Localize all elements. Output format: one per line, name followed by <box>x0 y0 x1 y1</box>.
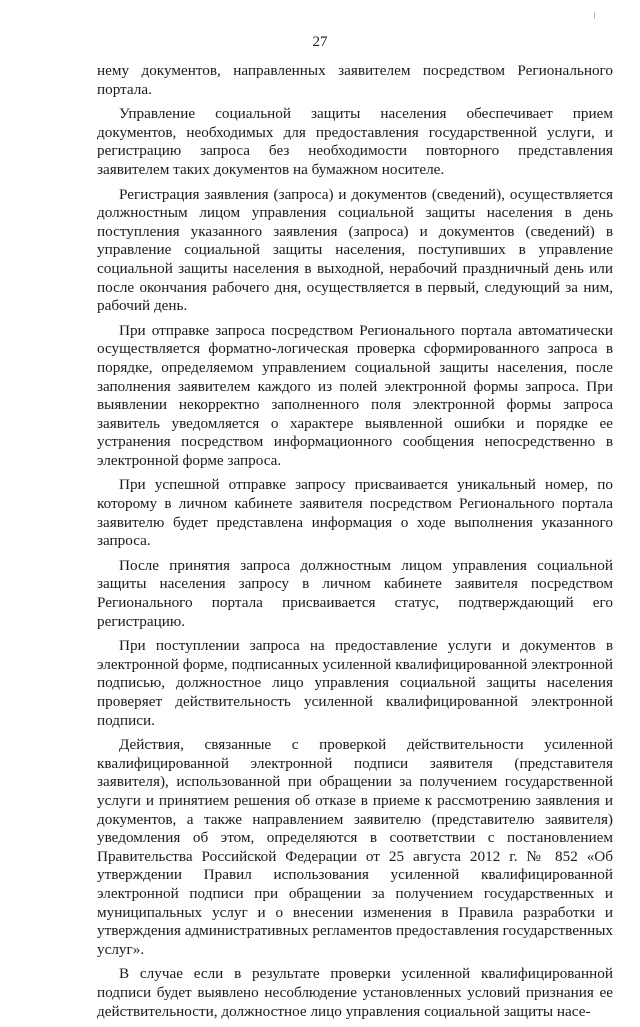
paragraph-document-acceptance: Управление социальной защиты населения обеспечивает прием документов, необходимых для предоставления государственной услуги, и регистрацию запроса без необходимости повторного представления заявителем таких документов на бумажном носителе. <box>97 105 613 178</box>
paragraph-invalid-signature: В случае если в результате проверки усиленной квалифицированной подписи будет выявлено несоблюдение установленных условий признания ее действительности, должностное лицо управления социальной защиты насе- <box>97 965 613 1020</box>
paragraph-status: После принятия запроса должностным лицом управления социальной защиты населения запросу в личном кабинете заявителя посредством Регионального портала присваивается статус, подтверждающий его регистрацию. <box>97 556 613 630</box>
paragraph-format-check: При отправке запроса посредством Регионального портала автоматически осуществляется форматно-логическая проверка сформированного запроса в порядке, определяемом управлением социальной защиты населения, после заполнения заявителем каждого из полей электронной формы запроса. При выявлении некорректно заполненного поля электронной формы запроса заявитель уведомляется о характере выявленной ошибки и порядке ее устранения посредством информационного сообщения непосредственно в электронной форме запроса. <box>97 321 613 469</box>
body-text <box>97 62 613 1027</box>
scan-mark <box>594 12 595 19</box>
paragraph-continuation: нему документов, направленных заявителем посредством Регионального портала. <box>97 62 613 98</box>
page-number: 27 <box>312 34 328 50</box>
paragraph-unique-number: При успешной отправке запросу присваивается уникальный номер, по которому в личном кабинете заявителя посредством Регионального портала заявителю будет представлена информация о ходе выполнения указанного запроса. <box>97 476 613 550</box>
paragraph-signature-actions: Действия, связанные с проверкой действительности усиленной квалифицированной электронной подписи заявителя (представителя заявителя), использованной при обращении за получением государственной услуги и принятием решения об отказе в приеме к рассмотрению заявления и документов, а также направлением заявителю (представителю заявителя) уведомления об этом, определяются в соответствии с постановлением Правительства Российской Федерации от 25 августа 2012 г. № 852 «Об утверждении Правил использования усиленной квалифицированной электронной подписи при обращении за получением государственных и муниципальных услуг и о внесении изменения в Правила разработки и утверждения административных регламентов предоставления государственных услуг». <box>97 736 613 958</box>
paragraph-registration: Регистрация заявления (запроса) и документов (сведений), осуществляется должностным лицом управления социальной защиты населения в день поступления указанного заявления (запроса) и документов (сведений) в управление социальной защиты населения, поступивших в управление социальной защиты населения в выходной, нерабочий праздничный день или после окончания рабочего дня, осуществляется в первый, следующий за ним, рабочий день. <box>97 185 613 315</box>
paragraph-signature-check: При поступлении запроса на предоставление услуги и документов в электронной форме, подписанных усиленной квалифицированной электронной подписью, должностное лицо управления социальной защиты населения проверяет действительность усиленной квалифицированной электронной подписи. <box>97 637 613 729</box>
